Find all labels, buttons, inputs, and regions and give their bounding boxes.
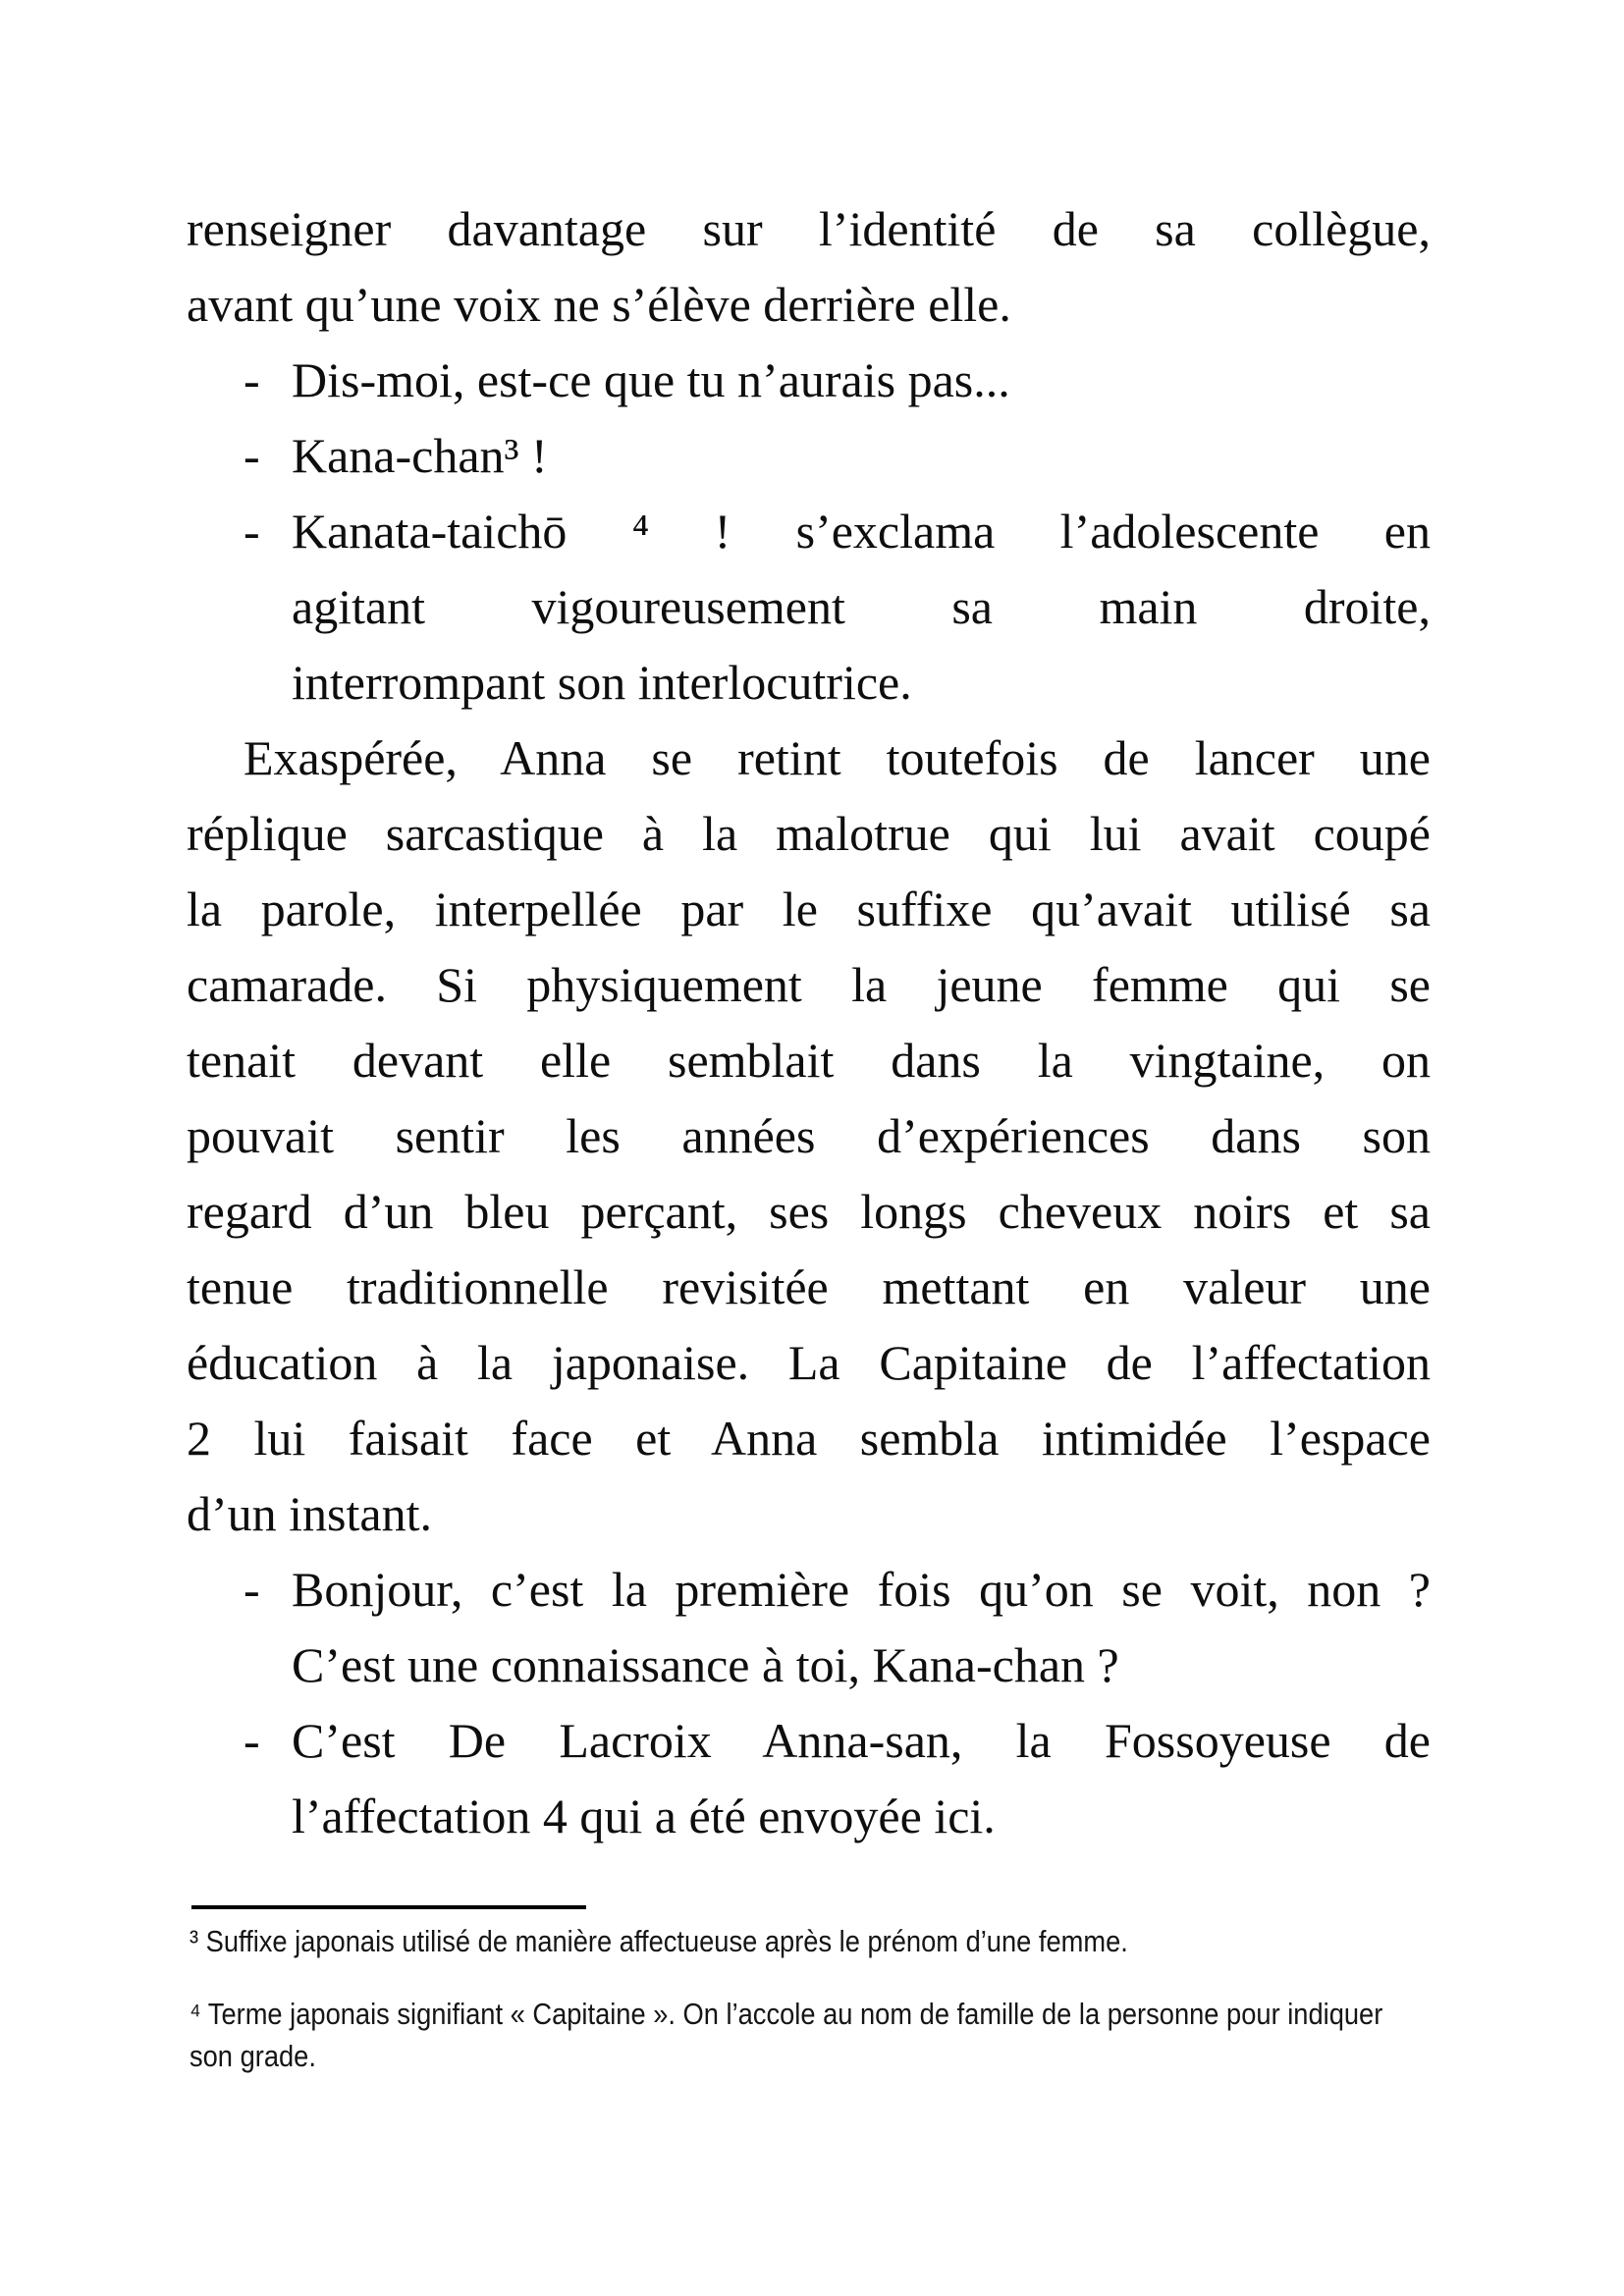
footnote xyxy=(189,1920,1434,1962)
text-line: la parole, interpellée par le suffixe qu’avait utilisé sa xyxy=(187,881,1431,936)
footnote-line: ³ Suffixe japonais utilisé de manière affectueuse après le prénom d’une femme. xyxy=(189,1924,1128,1958)
dialogue-text: C’est De Lacroix Anna-san, la Fossoyeuse de xyxy=(292,1713,1431,1768)
dialogue-text: Kana-chan³ ! xyxy=(292,428,548,483)
footnote xyxy=(189,1993,1434,2077)
dialogue-line xyxy=(187,1703,1431,1779)
footnotes-block xyxy=(189,1920,1434,2077)
text-line: pouvait sentir les années d’expériences dans son xyxy=(187,1108,1431,1163)
text-line: regard d’un bleu perçant, ses longs cheveux noirs et sa xyxy=(187,1184,1431,1239)
text-line: l’affectation 4 qui a été envoyée ici. xyxy=(292,1789,996,1843)
text-line: camarade. Si physiquement la jeune femme qui se xyxy=(187,957,1431,1012)
dialogue-line xyxy=(187,494,1431,569)
body-text-block xyxy=(187,191,1431,1854)
text-line: renseigner davantage sur l’identité de sa collègue, xyxy=(187,201,1431,256)
text-line: éducation à la japonaise. La Capitaine de l’affectation xyxy=(187,1335,1431,1390)
text-line: C’est une connaissance à toi, Kana-chan ? xyxy=(292,1637,1119,1692)
dialogue-dash: - xyxy=(244,504,260,559)
dialogue-dash: - xyxy=(244,352,260,407)
text-line: avant qu’une voix ne s’élève derrière elle. xyxy=(187,277,1011,332)
text-line: tenait devant elle semblait dans la vingtaine, on xyxy=(187,1033,1431,1088)
dialogue-text: Bonjour, c’est la première fois qu’on se voit, non ? xyxy=(292,1562,1431,1617)
dialogue-line xyxy=(187,1552,1431,1628)
dialogue-text: Dis-moi, est-ce que tu n’aurais pas... xyxy=(292,352,1010,407)
dialogue-dash: - xyxy=(244,1562,260,1617)
footnote-line: son grade. xyxy=(189,2039,316,2073)
text-line: agitant vigoureusement sa main droite, xyxy=(292,579,1431,634)
text-line: d’un instant. xyxy=(187,1486,432,1541)
footnote-separator xyxy=(191,1905,586,1909)
dialogue-line xyxy=(187,343,1431,418)
text-line: interrompant son interlocutrice. xyxy=(292,655,912,710)
text-line: tenue traditionnelle revisitée mettant en valeur une xyxy=(187,1259,1431,1314)
text-line: Exaspérée, Anna se retint toutefois de lancer une xyxy=(244,730,1431,785)
footnote-line: ⁴ Terme japonais signifiant « Capitaine ». On l’accole au nom de famille de la personne pour indiquer xyxy=(189,1997,1383,2031)
dialogue-dash: - xyxy=(244,1713,260,1768)
dialogue-dash: - xyxy=(244,428,260,483)
text-line: réplique sarcastique à la malotrue qui lui avait coupé xyxy=(187,806,1431,861)
dialogue-text: Kanata-taichō ⁴ ! s’exclama l’adolescente en xyxy=(292,504,1431,559)
text-line: 2 lui faisait face et Anna sembla intimidée l’espace xyxy=(187,1411,1431,1466)
dialogue-line xyxy=(187,418,1431,494)
